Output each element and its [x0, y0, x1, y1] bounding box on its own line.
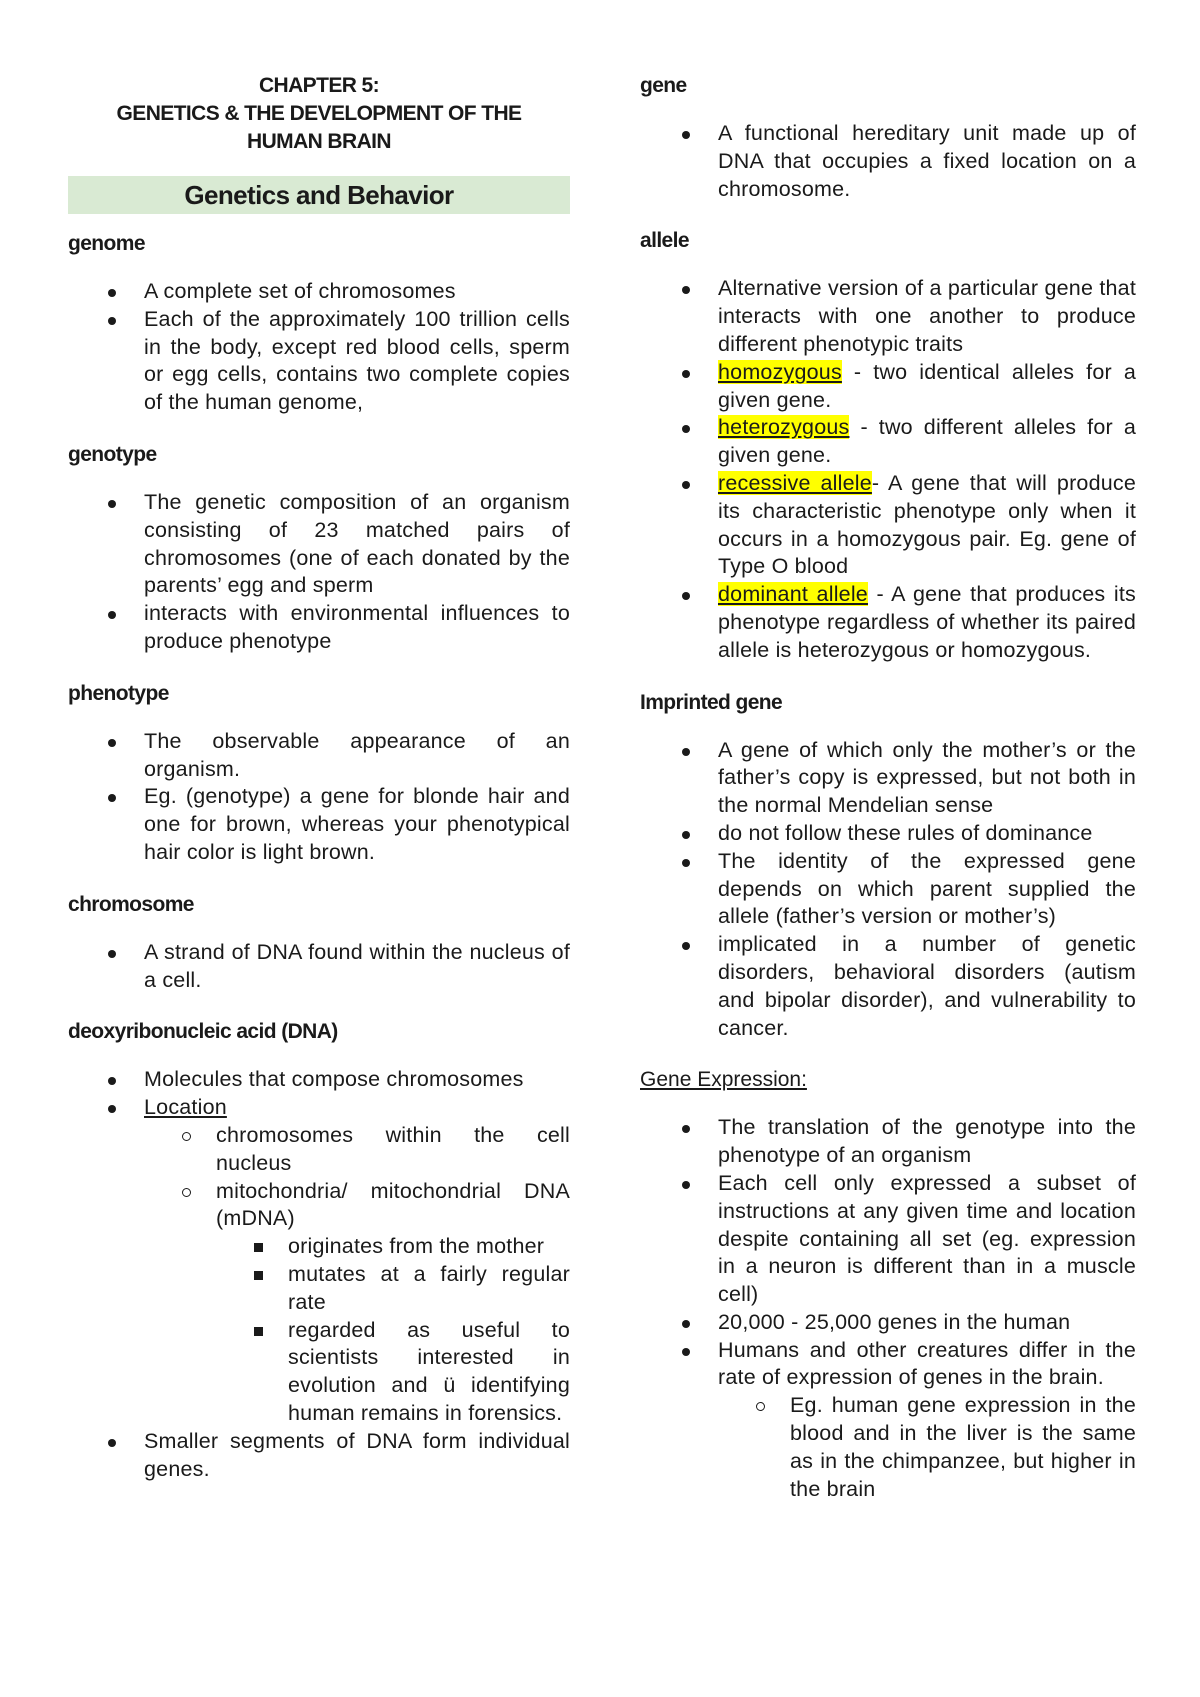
mdna-sublist: [216, 1233, 570, 1428]
hollow-bullet-icon: [182, 1132, 191, 1141]
location-sublist: [144, 1122, 570, 1428]
list-item: A functional hereditary unit made up of DNA that occupies a fixed location on a chromosome.: [640, 120, 1136, 203]
list-item: A gene of which only the mother’s or the father’s copy is expressed, but not both in the normal Mendelian sense: [640, 737, 1136, 820]
list-item: The observable appearance of an organism.: [66, 728, 570, 784]
phenotype-list: [68, 728, 570, 867]
list-item: regarded as useful to scientists interested in evolution and ü identifying human remains in forensics.: [216, 1317, 570, 1428]
bullet-icon: [108, 1105, 116, 1113]
gene-list: [640, 120, 1136, 203]
list-item: originates from the mother: [216, 1233, 570, 1261]
list-item: [66, 1094, 570, 1428]
right-column: [640, 72, 1136, 1527]
list-item: implicated in a number of genetic disorders, behavioral disorders (autism and bipolar disorder), and vulnerability to cancer.: [640, 931, 1136, 1042]
chromosome-list: [68, 939, 570, 995]
gene-expression-heading: Gene Expression:: [640, 1068, 807, 1092]
allele-list: [640, 275, 1136, 664]
term-gene: gene: [640, 74, 687, 97]
bullet-icon: [682, 1348, 690, 1356]
hollow-bullet-icon: [182, 1188, 191, 1197]
term-phenotype: phenotype: [68, 681, 169, 705]
list-item: interacts with environmental influences to produce phenotype: [66, 600, 570, 656]
term-genotype: genotype: [68, 442, 157, 466]
term-imprinted-gene: Imprinted gene: [640, 690, 783, 714]
chapter-line: HUMAN BRAIN: [247, 130, 391, 153]
list-item: 20,000 - 25,000 genes in the human: [640, 1309, 1136, 1337]
list-item: The translation of the genotype into the phenotype of an organism: [640, 1114, 1136, 1170]
chapter-title: [68, 72, 570, 156]
list-item: Each cell only expressed a subset of instructions at any given time and location despite containing all set (eg. expression in a neuron is different than in a muscle cell): [640, 1170, 1136, 1309]
square-bullet-icon: [254, 1243, 263, 1252]
list-item: Each of the approximately 100 trillion cells in the body, except red blood cells, sperm or egg cells, contains two complete copies of the human genome,: [66, 306, 570, 417]
highlighted-term: heterozygous: [718, 415, 850, 440]
bullet-icon: [682, 592, 690, 600]
list-item: homozygous - two identical alleles for a given gene.: [640, 359, 1136, 415]
bullet-icon: [108, 950, 116, 958]
highlighted-term: homozygous: [718, 359, 842, 384]
list-item: mutates at a fairly regular rate: [216, 1261, 570, 1317]
dna-list: [68, 1066, 570, 1483]
bullet-icon: [108, 289, 116, 297]
list-item: Alternative version of a particular gene that interacts with one another to produce different phenotypic traits: [640, 275, 1136, 358]
bullet-icon: [682, 131, 690, 139]
list-item: A strand of DNA found within the nucleus of a cell.: [66, 939, 570, 995]
list-item: do not follow these rules of dominance: [640, 820, 1136, 848]
term-allele: allele: [640, 229, 689, 253]
imprinted-list: [640, 737, 1136, 1043]
list-item: Eg. human gene expression in the blood and in the liver is the same as in the chimpanzee, but higher in the brain: [718, 1392, 1136, 1503]
genotype-list: [68, 489, 570, 656]
bullet-icon: [108, 739, 116, 747]
list-item: recessive allele- A gene that will produce its characteristic phenotype only when it occurs in a homozygous pair. Eg. gene of Type O blood: [640, 470, 1136, 581]
list-item: The identity of the expressed gene depends on which parent supplied the allele (father’s version or mother’s): [640, 848, 1136, 931]
left-column: [68, 72, 570, 1507]
bullet-icon: [108, 611, 116, 619]
bullet-icon: [108, 1077, 116, 1085]
list-item: Smaller segments of DNA form individual genes.: [66, 1428, 570, 1484]
bullet-icon: [682, 1320, 690, 1328]
bullet-icon: [682, 370, 690, 378]
list-item: mitochondria/ mitochondrial DNA (mDNA) originates from the mother mutates at a fairly regular rate regarded as useful to scientists interested in evolution and ü identifying human remains in forensics.: [144, 1178, 570, 1428]
bullet-icon: [682, 831, 690, 839]
hollow-bullet-icon: [756, 1402, 765, 1411]
list-item: heterozygous - two different alleles for a given gene.: [640, 414, 1136, 470]
list-item: Molecules that compose chromosomes: [66, 1066, 570, 1094]
chapter-line: GENETICS & THE DEVELOPMENT OF THE: [116, 102, 522, 125]
list-item: The genetic composition of an organism consisting of 23 matched pairs of chromosomes (one of each donated by the parents’ egg and sperm: [66, 489, 570, 600]
term-dna: deoxyribonucleic acid (DNA): [68, 1020, 338, 1044]
section-title: Genetics and Behavior: [68, 176, 570, 214]
list-item: Humans and other creatures differ in the rate of expression of genes in the brain. Eg. human gene expression in the blood and in the liver is the same as in the chimpanzee, but higher in the brain: [640, 1337, 1136, 1504]
square-bullet-icon: [254, 1327, 263, 1336]
square-bullet-icon: [254, 1271, 263, 1280]
highlighted-term: recessive allele: [718, 470, 872, 495]
list-item: dominant allele - A gene that produces its phenotype regardless of whether its paired allele is heterozygous or homozygous.: [640, 581, 1136, 664]
bullet-icon: [108, 500, 116, 508]
highlighted-term: dominant allele: [718, 582, 868, 607]
bullet-icon: [682, 942, 690, 950]
chapter-line: CHAPTER 5:: [258, 74, 379, 97]
bullet-icon: [682, 425, 690, 433]
expression-sublist: [718, 1392, 1136, 1503]
bullet-icon: [108, 794, 116, 802]
term-chromosome: chromosome: [68, 892, 194, 916]
list-item: Eg. (genotype) a gene for blonde hair and one for brown, whereas your phenotypical hair color is light brown.: [66, 783, 570, 866]
bullet-icon: [682, 859, 690, 867]
bullet-icon: [682, 1125, 690, 1133]
genome-list: [68, 278, 570, 417]
list-item: A complete set of chromosomes: [66, 278, 570, 306]
list-item: chromosomes within the cell nucleus: [144, 1122, 570, 1178]
bullet-icon: [108, 317, 116, 325]
bullet-icon: [682, 1181, 690, 1189]
term-genome: genome: [68, 232, 145, 255]
bullet-icon: [108, 1439, 116, 1447]
bullet-icon: [682, 286, 690, 294]
bullet-icon: [682, 748, 690, 756]
expression-list: [640, 1114, 1136, 1503]
location-label: Location: [144, 1095, 227, 1120]
bullet-icon: [682, 481, 690, 489]
